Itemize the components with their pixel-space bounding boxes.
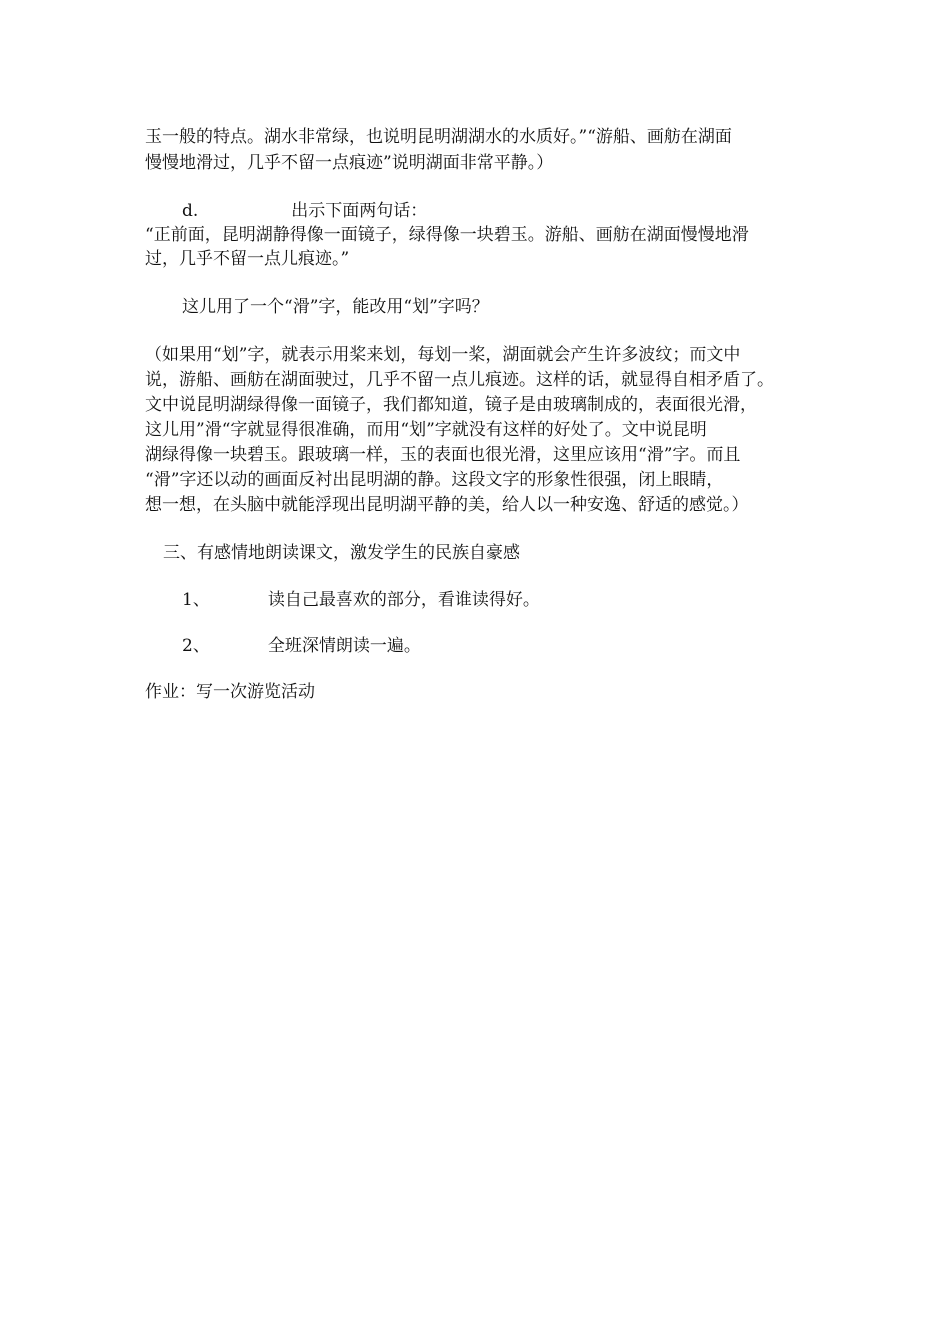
question-text: 这儿用了一个“滑”字，能改用“划”字吗？ (182, 297, 489, 317)
paragraph-line: 玉一般的特点。湖水非常绿，也说明昆明湖湖水的水质好。”“游船、画舫在湖面 (145, 127, 732, 147)
list-item-number: 2、 (182, 636, 210, 656)
homework-text: 作业：写一次游览活动 (145, 682, 315, 702)
item-d-marker: d. (182, 201, 199, 221)
explanation-line: 湖绿得像一块碧玉。跟玻璃一样，玉的表面也很光滑，这里应该用“滑”字。而且 (145, 445, 741, 465)
item-d-line (182, 199, 822, 223)
list-item-text: 读自己最喜欢的部分，看谁读得好。 (267, 590, 540, 610)
explanation-line: “滑”字还以动的画面反衬出昆明湖的静。这段文字的形象性很强，闭上眼睛， (145, 470, 724, 490)
list-item (182, 588, 822, 612)
list-item (182, 634, 822, 658)
list-item-text: 全班深情朗读一遍。 (267, 636, 421, 656)
item-d-label: 出示下面两句话： (291, 201, 428, 221)
section-heading: 三、有感情地朗读课文，激发学生的民族自豪感 (163, 543, 520, 563)
explanation-line: 想一想，在头脑中就能浮现出昆明湖平静的美，给人以一种安逸、舒适的感觉。） (145, 495, 749, 515)
paragraph-line: 慢慢地滑过，几乎不留一点痕迹”说明湖面非常平静。） (145, 153, 554, 173)
quote-line: 过，几乎不留一点儿痕迹。” (145, 249, 350, 269)
quote-line: “正前面，昆明湖静得像一面镜子，绿得像一块碧玉。游船、画舫在湖面慢慢地滑 (145, 225, 749, 245)
list-item-number: 1、 (182, 590, 210, 610)
explanation-line: （如果用“划”字，就表示用桨来划，每划一桨，湖面就会产生许多波纹；而文中 (145, 345, 741, 365)
explanation-line: 文中说昆明湖绿得像一面镜子，我们都知道，镜子是由玻璃制成的，表面很光滑， (145, 395, 757, 415)
explanation-line: 这儿用”滑“字就显得很准确，而用“划”字就没有这样的好处了。文中说昆明 (145, 420, 707, 440)
explanation-line: 说，游船、画舫在湖面驶过，几乎不留一点儿痕迹。这样的话，就显得自相矛盾了。 (145, 370, 774, 390)
